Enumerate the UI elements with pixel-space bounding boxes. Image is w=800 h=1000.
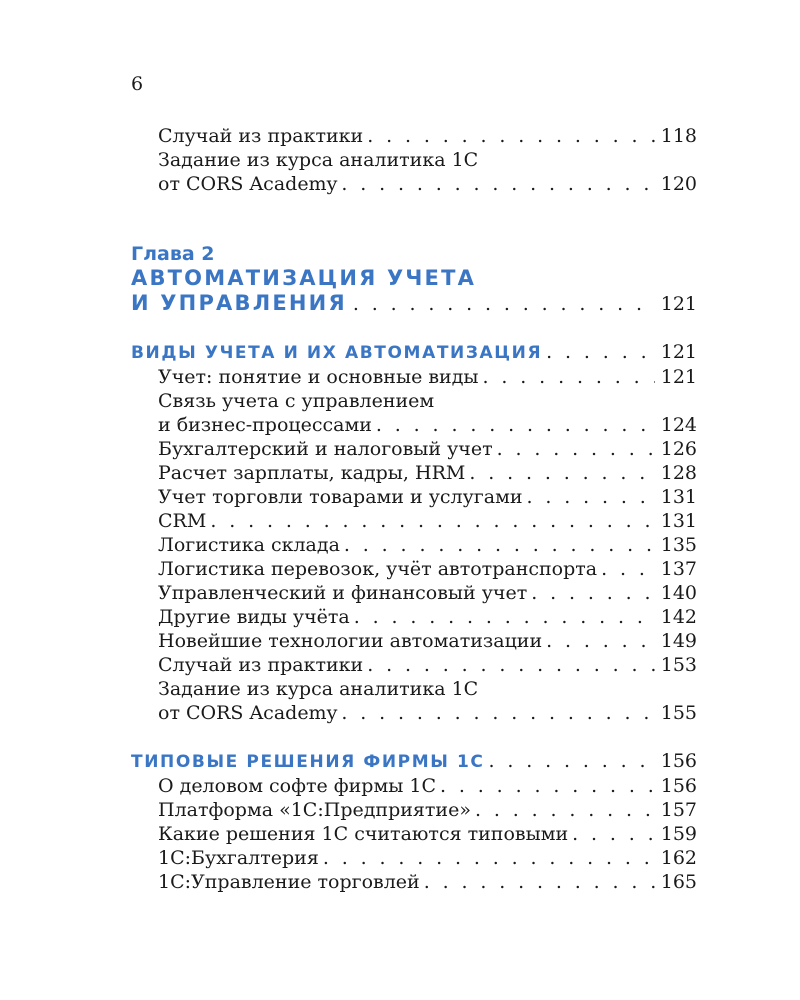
- toc-entry-page: 131: [660, 510, 697, 532]
- section-heading: [131, 749, 697, 774]
- dot-leader: [367, 653, 655, 677]
- toc-entry-title: Расчет зарплаты, кадры, HRM: [158, 462, 466, 484]
- toc-entry: [131, 172, 697, 196]
- dot-leader: [341, 701, 654, 725]
- toc-entry: [131, 365, 697, 389]
- toc-entry: [131, 774, 697, 798]
- toc-entry-page: 135: [660, 534, 697, 556]
- table-of-contents: [131, 124, 697, 894]
- toc-entry: [131, 581, 697, 605]
- toc-entry-page: 153: [660, 654, 697, 676]
- section-page: 156: [660, 750, 697, 772]
- toc-entry: [131, 701, 697, 725]
- toc-entry-title-line2: и бизнес-процессами: [158, 414, 372, 436]
- chapter-label: Глава 2: [131, 243, 215, 265]
- toc-entry-page: 131: [660, 486, 697, 508]
- dot-leader: [210, 509, 654, 533]
- dot-leader: [475, 798, 655, 822]
- toc-entry-title-line1: Задание из курса аналитика 1С: [158, 678, 479, 700]
- toc-entry-page: 165: [660, 871, 697, 893]
- toc-entry: [131, 798, 697, 822]
- toc-entry-title: О деловом софте фирмы 1С: [158, 775, 437, 797]
- dot-leader: [527, 485, 655, 509]
- toc-entry-page: 137: [660, 558, 697, 580]
- chapter-title-line1: АВТОМАТИЗАЦИЯ УЧЕТА: [131, 266, 477, 290]
- dot-leader: [488, 749, 654, 773]
- dot-leader: [497, 437, 655, 461]
- dot-leader: [376, 413, 655, 437]
- toc-entry-title-line2: от CORS Academy: [158, 173, 338, 195]
- toc-entry-title: Какие решения 1С считаются типовыми: [158, 823, 569, 845]
- toc-entry-title-line2: от CORS Academy: [158, 702, 338, 724]
- toc-entry-page: 120: [660, 173, 697, 195]
- toc-entry: [131, 653, 697, 677]
- toc-entry-page: 159: [660, 823, 697, 845]
- toc-entry: [131, 629, 697, 653]
- toc-entry-page: 118: [660, 125, 697, 147]
- dot-leader: [440, 774, 655, 798]
- toc-entry: [131, 822, 697, 846]
- toc-entry-page: 128: [660, 462, 697, 484]
- toc-entry: [131, 557, 697, 581]
- toc-entry: [131, 605, 697, 629]
- toc-entry-page: 126: [660, 438, 697, 460]
- section-title: ТИПОВЫЕ РЕШЕНИЯ ФИРМЫ 1С: [131, 752, 485, 772]
- dot-leader: [353, 293, 655, 315]
- toc-entry-page: 155: [660, 702, 697, 724]
- toc-entry-page: 149: [660, 630, 697, 652]
- toc-entry-title: Другие виды учёта: [158, 606, 350, 628]
- toc-entry: [131, 870, 697, 894]
- toc-entry: [131, 437, 697, 461]
- dot-leader: [344, 533, 655, 557]
- toc-entry-page: 124: [660, 414, 697, 436]
- toc-entry-page: 140: [660, 582, 697, 604]
- toc-entry-title: Платформа «1С:Предприятие»: [158, 799, 471, 821]
- section-page: 121: [660, 341, 697, 363]
- toc-entry-title: Управленческий и финансовый учет: [158, 582, 528, 604]
- toc-entry: [131, 485, 697, 509]
- toc-entry-title: Учет торговли товарами и услугами: [158, 486, 523, 508]
- toc-entry-page: 156: [660, 775, 697, 797]
- toc-entry-title: Логистика склада: [158, 534, 340, 556]
- toc-entry-title: 1С:Управление торговлей: [158, 871, 420, 893]
- toc-entry: [131, 533, 697, 557]
- toc-entry-title: Бухгалтерский и налоговый учет: [158, 438, 493, 460]
- chapter-title-line2: И УПРАВЛЕНИЯ: [131, 291, 347, 315]
- toc-entry: [131, 461, 697, 485]
- chapter-page: 121: [660, 293, 697, 315]
- chapter-title-row: [131, 291, 697, 316]
- toc-entry: [131, 124, 697, 148]
- toc-entry-title: Логистика перевозок, учёт автотранспорта: [158, 558, 598, 580]
- toc-entry-title: CRM: [158, 510, 207, 532]
- dot-leader: [572, 822, 655, 846]
- dot-leader: [424, 870, 655, 894]
- dot-leader: [341, 172, 654, 196]
- dot-leader: [601, 557, 655, 581]
- section-heading: [131, 340, 697, 365]
- toc-entry-title: 1С:Бухгалтерия: [158, 847, 319, 869]
- toc-entry: [131, 413, 697, 437]
- section-title: ВИДЫ УЧЕТА И ИХ АВТОМАТИЗАЦИЯ: [131, 343, 543, 363]
- dot-leader: [546, 340, 655, 364]
- toc-entry-page: 162: [660, 847, 697, 869]
- dot-leader: [323, 846, 655, 870]
- toc-entry: [131, 509, 697, 533]
- toc-entry-page: 157: [660, 799, 697, 821]
- toc-entry-page: 142: [660, 606, 697, 628]
- toc-entry-title: Случай из практики: [158, 654, 364, 676]
- toc-entry: [131, 846, 697, 870]
- dot-leader: [546, 629, 655, 653]
- toc-entry-title-line1: Связь учета с управлением: [158, 390, 435, 412]
- toc-entry-title: Новейшие технологии автоматизации: [158, 630, 543, 652]
- toc-entry-page: 121: [660, 366, 697, 388]
- toc-entry-title: Случай из практики: [158, 125, 364, 147]
- toc-entry-title-line1: Задание из курса аналитика 1С: [158, 149, 479, 171]
- page-number: 6: [131, 73, 144, 95]
- dot-leader: [469, 461, 654, 485]
- dot-leader: [531, 581, 654, 605]
- toc-entry-title: Учет: понятие и основные виды: [158, 366, 479, 388]
- dot-leader: [354, 605, 655, 629]
- dot-leader: [483, 365, 655, 389]
- dot-leader: [367, 124, 655, 148]
